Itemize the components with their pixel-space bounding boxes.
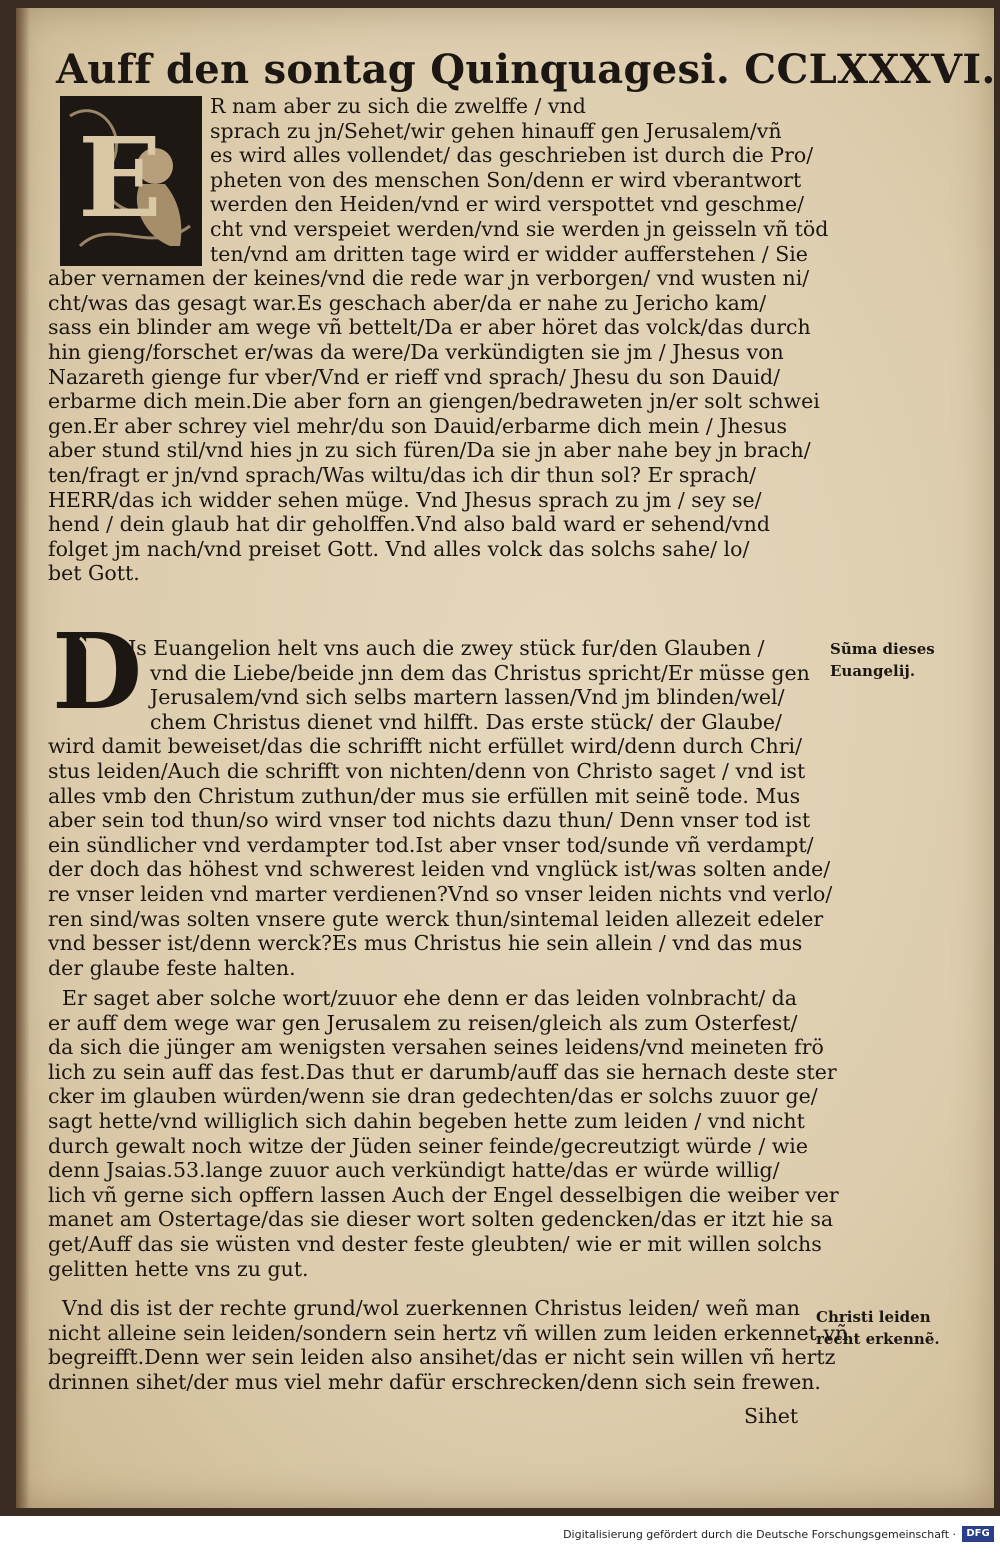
text-line: gelitten hette vns zu gut. bbox=[48, 1256, 309, 1281]
text-line: folget jm nach/vnd preiset Gott. Vnd alles volck das solchs sahe/ lo/ bbox=[48, 536, 750, 561]
text-line: get/Auff das sie wüsten vnd dester feste gleubten/ wie er mit willen solchs bbox=[48, 1232, 822, 1256]
text-line: begreifft.Denn wer sein leiden also ansihet/das er nicht sein willen vñ hertz bbox=[48, 1345, 836, 1370]
text-line: lich zu sein auff das fest.Das thut er darumb/auff das sie hernach deste ster bbox=[48, 1059, 837, 1084]
text-line: Js Euangelion helt vns auch die zwey stück fur/den Glauben / bbox=[128, 636, 765, 660]
text-line: nicht alleine sein leiden/sondern sein hertz vñ willen zum leiden erkennet vñ bbox=[48, 1320, 849, 1345]
text-line: cht/was das gesagt war.Es geschach aber/da er nahe zu Jericho kam/ bbox=[48, 290, 767, 315]
text-line: drinnen sihet/der mus viel mehr dafür erschrecken/denn sich sein frewen. bbox=[48, 1369, 821, 1394]
drop-cap-d-letter: D bbox=[52, 610, 143, 733]
margin-note-line: Sũma dieses bbox=[830, 640, 935, 658]
text-line: ein sündlicher vnd verdampter tod.Ist aber vnser tod/sunde vñ verdampt/ bbox=[48, 832, 814, 857]
text-line: manet am Ostertage/das sie dieser wort solten gedencken/das er itzt hie sa bbox=[48, 1207, 834, 1232]
text-line: bet Gott. bbox=[48, 561, 140, 586]
drop-cap-e-letter: E bbox=[78, 113, 162, 242]
text-line: da sich die jünger am wenigsten versahen seines leidens/vnd meineten frö bbox=[48, 1035, 824, 1060]
text-line: pheten von des menschen Son/denn er wird vberantwort bbox=[210, 167, 802, 192]
text-line: lich vñ gerne sich opffern lassen Auch der Engel desselbigen die weiber ver bbox=[48, 1182, 839, 1207]
footer-credit: Digitalisierung gefördert durch die Deutsche Forschungsgemeinschaft · bbox=[563, 1528, 956, 1541]
text-line: chem Christus dienet vnd hilfft. Das erste stück/ der Glaube/ bbox=[150, 709, 782, 734]
text-line: sagt hette/vnd williglich sich dahin begeben hette zum leiden / vnd nicht bbox=[48, 1109, 805, 1133]
text-line: der doch das höhest vnd schwerest leiden vnd vnglück ist/was solten ande/ bbox=[48, 857, 831, 882]
text-line: aber stund stil/vnd hies jn zu sich füren/Da sie jn aber nahe bey jn brach/ bbox=[48, 438, 811, 463]
text-line: alles vmb den Christum zuthun/der mus sie erfüllen mit seinẽ tode. Mus bbox=[48, 783, 801, 808]
text-line: vnd die Liebe/beide jnn dem das Christus spricht/Er müsse gen bbox=[150, 660, 810, 685]
text-line: hin gieng/forschet er/was da were/Da verkündigten sie jm / Jhesus von bbox=[48, 340, 784, 364]
text-line: der glaube feste halten. bbox=[48, 955, 296, 980]
text-line: re vnser leiden vnd marter verdienen?Vnd so vnser leiden nichts vnd verlo/ bbox=[48, 882, 833, 906]
text-line: Jerusalem/vnd sich selbs martern lassen/Vnd jm blinden/wel/ bbox=[150, 685, 785, 710]
text-line: ren sind/was solten vnsere gute werck thun/sintemal leiden allezeit edeler bbox=[48, 906, 824, 931]
decorated-initial-e bbox=[60, 96, 202, 266]
text-line: ten/vnd am dritten tage wird er widder aufferstehen / Sie bbox=[210, 241, 808, 266]
text-line: sprach zu jn/Sehet/wir gehen hinauff gen Jerusalem/vñ bbox=[210, 118, 782, 143]
decorated-initial-d bbox=[50, 610, 146, 733]
text-line: denn Jsaias.53.lange zuuor auch verkündigt hatte/das er würde willig/ bbox=[48, 1158, 780, 1183]
text-line: Vnd dis ist der rechte grund/wol zuerkennen Christus leiden/ weñ man bbox=[62, 1296, 800, 1320]
text-line: vnd besser ist/denn werck?Es mus Christus hie sein allein / vnd das mus bbox=[48, 931, 803, 956]
catchword: Sihet bbox=[744, 1404, 799, 1428]
text-line: cker im glauben würden/wenn sie dran gedechten/das er solchs zuuor ge/ bbox=[48, 1084, 818, 1109]
text-line: R nam aber zu sich die zwelffe / vnd bbox=[210, 94, 586, 118]
dfg-logo: DFG bbox=[962, 1526, 994, 1542]
text-line: er auff dem wege war gen Jerusalem zu reisen/gleich als zum Osterfest/ bbox=[48, 1010, 798, 1035]
text-line: cht vnd verspeiet werden/vnd sie werden jn geisseln vñ töd bbox=[210, 217, 829, 241]
text-line: erbarme dich mein.Die aber forn an giengen/bedraweten jn/er solt schwei bbox=[48, 389, 820, 414]
text-line: aber sein tod thun/so wird vnser tod nichts dazu thun/ Denn vnser tod ist bbox=[48, 808, 811, 833]
text-line: stus leiden/Auch die schrifft von nichten/denn von Christo saget / vnd ist bbox=[48, 759, 806, 783]
footer-bar bbox=[0, 1516, 1000, 1555]
text-line: ten/fragt er jn/vnd sprach/Was wiltu/das ich dir thun sol? Er sprach/ bbox=[48, 463, 757, 487]
margin-note-line: Euangelij. bbox=[830, 662, 916, 680]
text-line: durch gewalt noch witze der Jüden seiner feinde/gecreutzigt würde / wie bbox=[48, 1133, 808, 1158]
text-line: gen.Er aber schrey viel mehr/du son Dauid/erbarme dich mein / Jhesus bbox=[48, 413, 788, 438]
text-line: Nazareth gienge fur vber/Vnd er rieff vnd sprach/ Jhesu du son Dauid/ bbox=[48, 364, 781, 389]
text-line: Er saget aber solche wort/zuuor ehe denn er das leiden volnbracht/ da bbox=[62, 986, 797, 1010]
page-gutter-shadow bbox=[16, 8, 30, 1508]
margin-note-line: Christi leiden bbox=[816, 1308, 931, 1326]
page-header: Auff den sontag Quinquagesi. CCLXXXVI. bbox=[56, 46, 996, 93]
margin-note-line: recht erkennẽ. bbox=[816, 1330, 940, 1348]
text-line: HERR/das ich widder sehen müge. Vnd Jhesus sprach zu jm / sey se/ bbox=[48, 487, 762, 512]
text-line: sass ein blinder am wege vñ bettelt/Da er aber höret das volck/das durch bbox=[48, 315, 811, 340]
text-line: wird damit beweiset/das die schrifft nicht erfüllet wird/denn durch Chri/ bbox=[48, 734, 803, 759]
text-line: es wird alles vollendet/ das geschrieben ist durch die Pro/ bbox=[210, 143, 814, 168]
text-line: hend / dein glaub hat dir geholffen.Vnd also bald ward er sehend/vnd bbox=[48, 512, 770, 537]
text-line: werden den Heiden/vnd er wird verspottet vnd geschme/ bbox=[210, 192, 804, 217]
text-line: aber vernamen der keines/vnd die rede war jn verborgen/ vnd wusten ni/ bbox=[48, 266, 810, 291]
